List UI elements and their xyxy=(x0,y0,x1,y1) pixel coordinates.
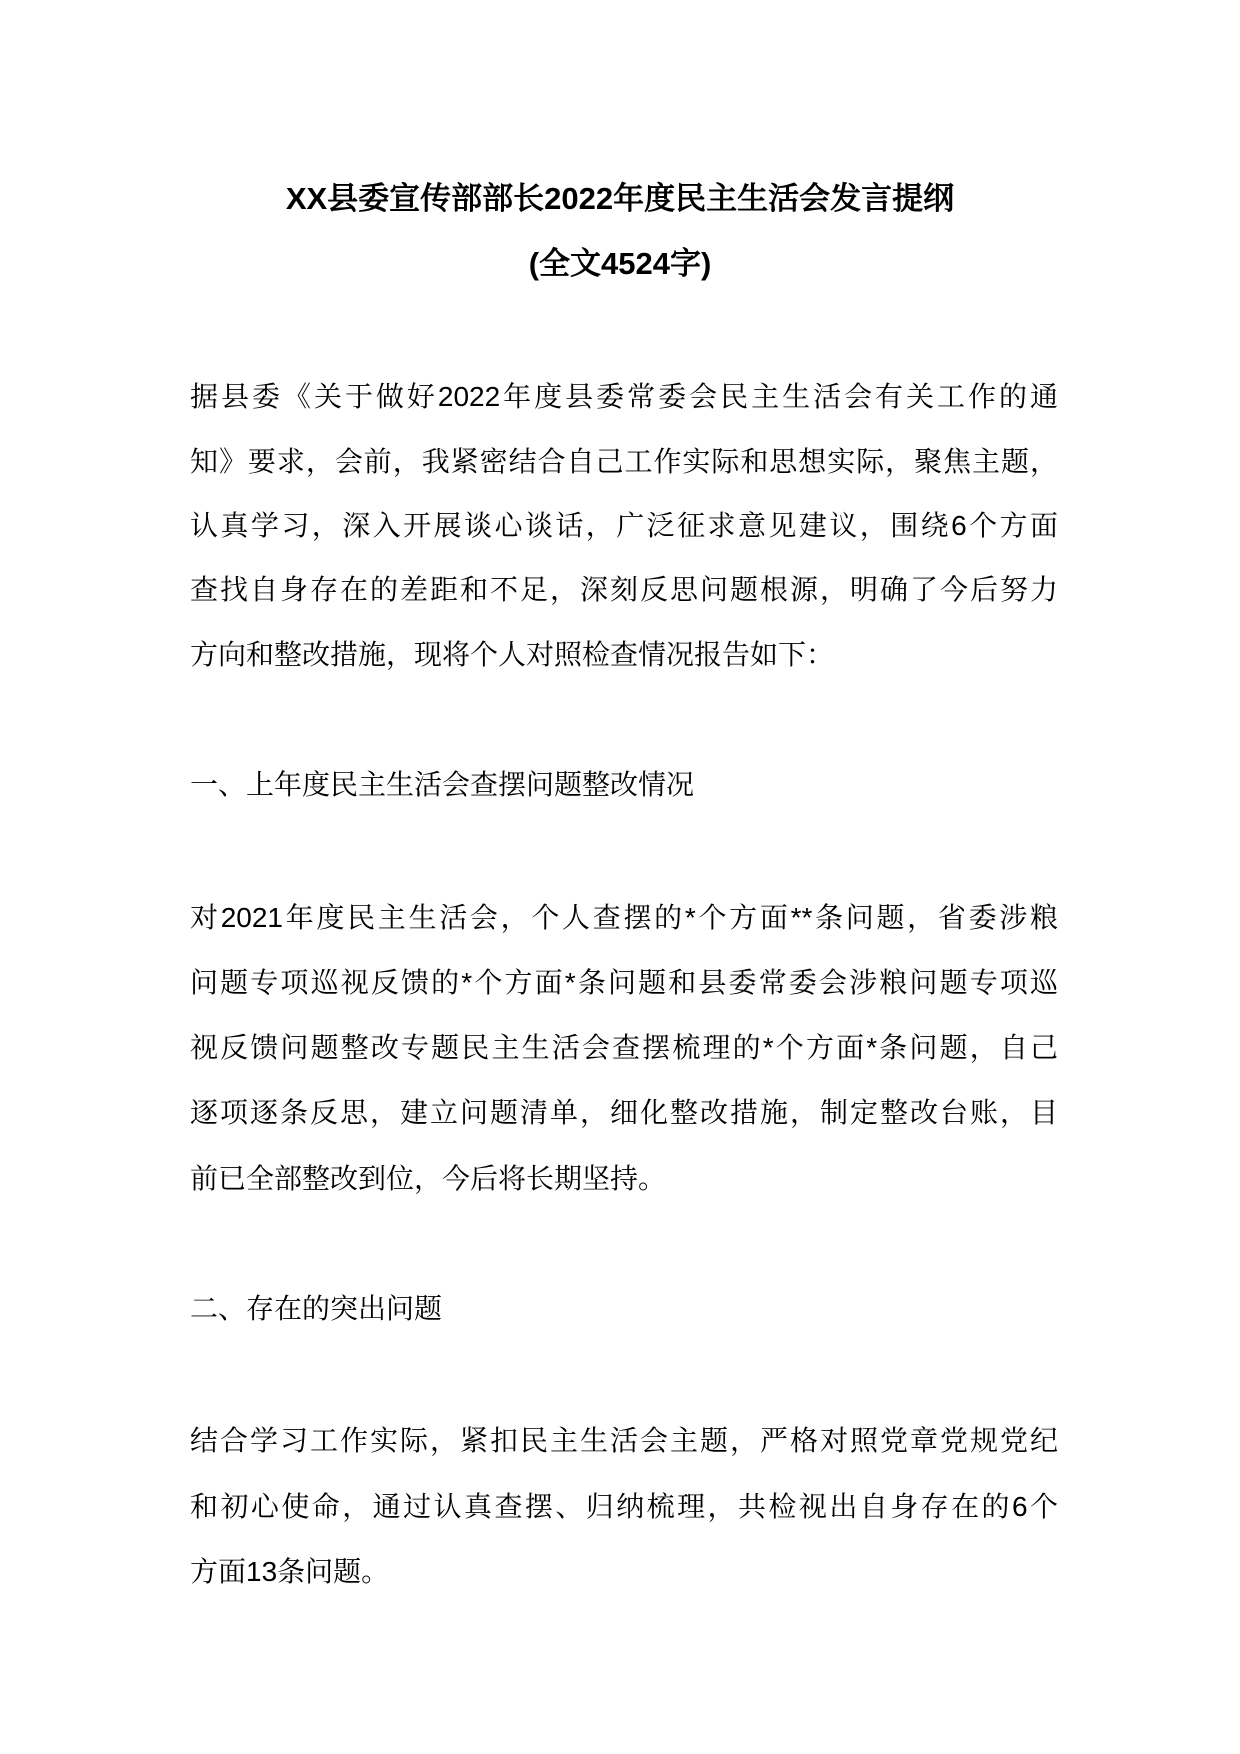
text-line: 方面13条问题。 xyxy=(190,1556,390,1587)
title-line-2: (全文4524字) xyxy=(528,246,712,281)
text-line: 方向和整改措施，现将个人对照检查情况报告如下： xyxy=(190,639,835,670)
title-line-1: XX县委宣传部部长2022年度民主生活会发言提纲 xyxy=(285,181,955,216)
text-line: 查找自身存在的差距和不足，深刻反思问题根源，明确了今后努力 xyxy=(190,574,1058,605)
text-line: 对2021年度民主生活会，个人查摆的*个方面**条问题，省委涉粮 xyxy=(190,902,1058,933)
section-heading-1: 一、上年度民主生活会查摆问题整改情况 xyxy=(190,769,695,800)
text-line: 逐项逐条反思，建立问题清单，细化整改措施，制定整改台账，目 xyxy=(190,1097,1058,1128)
text-line: 问题专项巡视反馈的*个方面*条问题和县委常委会涉粮问题专项巡 xyxy=(190,967,1058,998)
text-line: 视反馈问题整改专题民主生活会查摆梳理的*个方面*条问题，自己 xyxy=(190,1032,1058,1063)
text-line: 据县委《关于做好2022年度县委常委会民主生活会有关工作的通 xyxy=(190,381,1058,412)
text-line: 知》要求，会前，我紧密结合自己工作实际和思想实际，聚焦主题， xyxy=(190,446,1058,477)
text-line: 认真学习，深入开展谈心谈话，广泛征求意见建议，围绕6个方面 xyxy=(190,510,1058,541)
text-line: 前已全部整改到位，今后将长期坚持。 xyxy=(190,1163,667,1194)
section-heading-2: 二、存在的突出问题 xyxy=(190,1293,443,1324)
text-line: 结合学习工作实际，紧扣民主生活会主题，严格对照党章党规党纪 xyxy=(190,1425,1058,1456)
text-line: 和初心使命，通过认真查摆、归纳梳理，共检视出自身存在的6个 xyxy=(190,1491,1058,1522)
